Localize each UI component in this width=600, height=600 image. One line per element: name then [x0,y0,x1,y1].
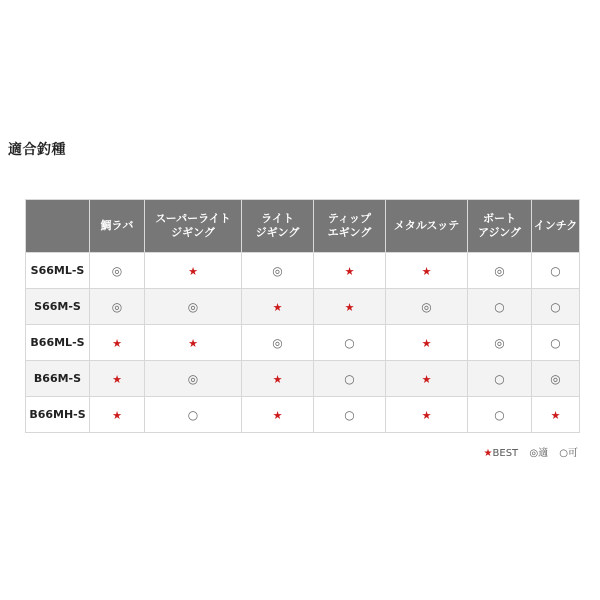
rating-cell [145,253,242,289]
circle-icon: ○ [344,371,355,386]
rating-cell [145,325,242,361]
legend-best-label: BEST [492,448,519,459]
best-star-icon: ★ [112,372,122,386]
double-circle-icon: ◎ [111,263,123,278]
legend-ok-label: 可 [568,448,578,459]
legend-good-label: 適 [538,448,549,459]
rating-cell [242,361,314,397]
fishing-compatibility-table [25,199,580,433]
table-body [26,253,580,433]
best-star-icon: ★ [344,264,355,278]
circle-icon: ○ [187,407,199,422]
circle-icon: ○ [494,407,505,422]
column-header [145,200,242,253]
rating-cell [386,325,468,361]
header-row [26,200,580,253]
circle-icon: ○ [559,448,568,459]
best-star-icon: ★ [421,408,432,422]
row-model-name: S66ML-S [26,253,90,289]
best-star-icon: ★ [272,372,283,386]
rating-cell [468,361,532,397]
legend-good [529,448,548,459]
rating-cell [314,253,386,289]
legend-best [476,448,519,459]
rating-cell [468,289,532,325]
best-star-icon: ★ [421,372,432,386]
double-circle-icon: ◎ [111,299,123,314]
rating-cell [386,289,468,325]
rating-cell [145,397,242,433]
best-star-icon: ★ [188,264,198,278]
table-row [26,397,580,433]
double-circle-icon: ◎ [272,263,283,278]
rating-cell [145,289,242,325]
row-model-name: S66M-S [26,289,90,325]
column-header [532,200,580,253]
legend-ok [559,448,578,459]
rating-cell [532,397,580,433]
circle-icon: ○ [494,371,505,386]
double-circle-icon: ◎ [187,299,199,314]
circle-icon: ○ [344,335,355,350]
column-header-line: ジギング [255,226,300,239]
column-header-line: インチク [533,219,578,232]
circle-icon: ○ [494,299,505,314]
best-star-icon: ★ [272,408,283,422]
best-star-icon: ★ [112,408,122,422]
row-model-name: B66MH-S [26,397,90,433]
column-header [90,200,145,253]
best-star-icon: ★ [421,336,432,350]
best-star-icon: ★ [421,264,432,278]
rating-cell [468,253,532,289]
column-header [242,200,314,253]
rating-cell [532,253,580,289]
rating-cell [468,325,532,361]
column-header-line: ライト [261,212,294,225]
double-circle-icon: ◎ [529,448,539,459]
double-circle-icon: ◎ [187,371,199,386]
table-row [26,361,580,397]
rating-cell [90,325,145,361]
rating-cell [532,289,580,325]
rating-cell [314,289,386,325]
best-star-icon: ★ [344,300,355,314]
table-row [26,325,580,361]
circle-icon: ○ [550,263,561,278]
rating-cell [532,361,580,397]
rating-cell [468,397,532,433]
column-header [314,200,386,253]
best-star-icon: ★ [483,448,493,459]
rating-cell [314,325,386,361]
column-header-line: 鯛ラバ [100,219,134,232]
rating-cell [386,253,468,289]
rating-cell [90,289,145,325]
rating-cell [314,397,386,433]
double-circle-icon: ◎ [272,335,283,350]
rating-cell [90,397,145,433]
best-star-icon: ★ [550,408,561,422]
column-header [386,200,468,253]
best-star-icon: ★ [112,336,122,350]
rating-cell [242,325,314,361]
rating-cell [145,361,242,397]
rating-cell [314,361,386,397]
rating-cell [242,253,314,289]
legend [468,444,578,459]
double-circle-icon: ◎ [494,335,505,350]
rating-cell [90,253,145,289]
circle-icon: ○ [550,299,561,314]
column-header-line: メタルスッテ [393,219,460,232]
double-circle-icon: ◎ [421,299,432,314]
row-model-name: B66M-S [26,361,90,397]
best-star-icon: ★ [272,300,283,314]
best-star-icon: ★ [188,336,198,350]
row-model-name: B66ML-S [26,325,90,361]
double-circle-icon: ◎ [494,263,505,278]
column-header-line: スーパーライト [155,212,231,225]
column-header-line: ボート [483,212,516,225]
column-header-line: ティップ [327,212,372,225]
rating-cell [386,361,468,397]
double-circle-icon: ◎ [550,371,561,386]
table-row [26,289,580,325]
column-header-line: アジング [477,226,522,239]
rating-cell [90,361,145,397]
rating-cell [532,325,580,361]
rating-cell [242,289,314,325]
section-title: 適合釣種 [8,142,66,158]
column-header [468,200,532,253]
column-header-line: ジギング [171,226,215,239]
circle-icon: ○ [550,335,561,350]
circle-icon: ○ [344,407,355,422]
table-row [26,253,580,289]
column-header-line: エギング [327,226,372,239]
header-corner [26,200,90,253]
rating-cell [242,397,314,433]
rating-cell [386,397,468,433]
